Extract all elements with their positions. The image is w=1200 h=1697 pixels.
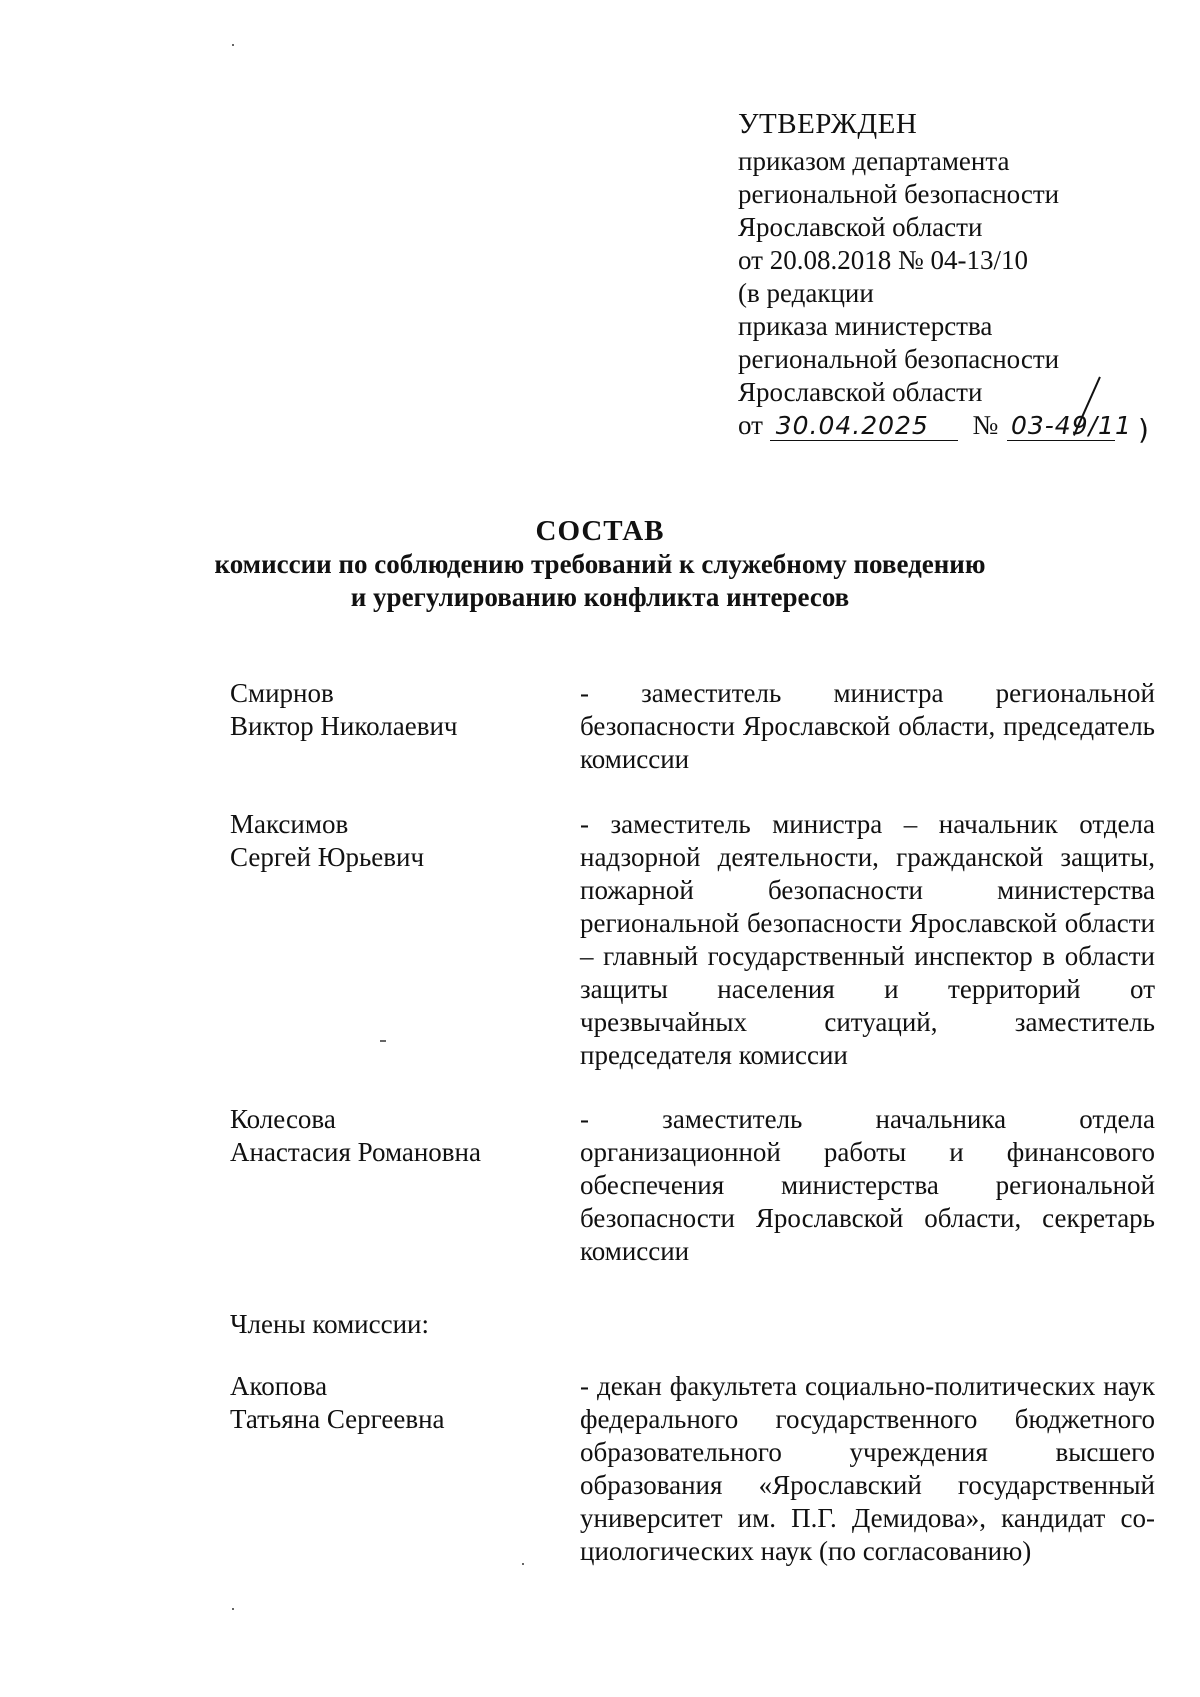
- member-given-names: Виктор Николаевич: [230, 711, 458, 741]
- from-prefix: от: [738, 410, 763, 440]
- approval-line: региональной безопасности: [738, 344, 1060, 374]
- approval-line: приказа министерства: [738, 311, 993, 341]
- approval-line: от 20.08.2018 № 04-13/10: [738, 245, 1028, 275]
- approval-block: [738, 108, 1149, 446]
- member-name: [230, 677, 560, 743]
- approval-line: приказом департамента: [738, 146, 1010, 176]
- member-role: - заместитель министра – начальник отдела надзорной деятельности, гражданской защиты, пожарной безопасности министерства региональной безопасности Ярославской области – главный государственный инспектор в области защиты населения и территорий от чрезвычайных ситуаций, заместитель председателя комиссии: [580, 809, 1155, 1070]
- member-surname: Максимов: [230, 809, 349, 839]
- scan-speck: [522, 1563, 524, 1565]
- member-surname: Колесова: [230, 1104, 336, 1134]
- member-given-names: Татьяна Сергеевна: [230, 1404, 445, 1434]
- member-given-names: Анастасия Романовна: [230, 1137, 481, 1167]
- approval-line: Ярославской области: [738, 212, 983, 242]
- handwritten-number: 03-49/11: [1007, 412, 1115, 441]
- commission-members-label: Члены комиссии:: [230, 1309, 429, 1339]
- member-name: [230, 808, 560, 874]
- approval-date-line: [738, 409, 1149, 446]
- document-heading: [0, 515, 1200, 614]
- approval-line: Ярославской области: [738, 377, 983, 407]
- document-title: СОСТАВ: [535, 515, 665, 547]
- member-role: - декан факультета социально-политических наук федерального государственного бюджетного образовательного учреждения высшего образования «Ярославский государственный университет им. П.Г. Демидова», кандидат социологических наук (по согласованию): [580, 1371, 1155, 1566]
- number-sign: №: [972, 410, 999, 440]
- member-surname: Смирнов: [230, 678, 334, 708]
- scan-speck: [232, 1608, 234, 1610]
- member-surname: Акопова: [230, 1371, 328, 1401]
- scan-speck: [380, 1040, 386, 1042]
- member-name: [230, 1370, 560, 1436]
- document-subtitle-line1: комиссии по соблюдению требований к служебному поведению: [214, 549, 986, 579]
- member-name: [230, 1103, 560, 1169]
- approval-line: (в редакции: [738, 278, 874, 308]
- handwritten-date: 30.04.2025: [770, 412, 958, 441]
- scan-speck: [232, 44, 234, 46]
- member-role: - заместитель министра региональной безопасности Ярославской области, председатель комиссии: [580, 678, 1155, 774]
- approval-line: региональной безопасности: [738, 179, 1060, 209]
- member-role: - заместитель начальника отдела организационной работы и финансового обеспечения министерства региональной безопасности Ярославской области, секретарь комиссии: [580, 1104, 1155, 1266]
- member-given-names: Сергей Юрьевич: [230, 842, 425, 872]
- approval-title: УТВЕРЖДЕН: [738, 108, 918, 140]
- document-subtitle-line2: и урегулированию конфликта интересов: [350, 582, 850, 612]
- closing-paren: ): [1138, 413, 1149, 446]
